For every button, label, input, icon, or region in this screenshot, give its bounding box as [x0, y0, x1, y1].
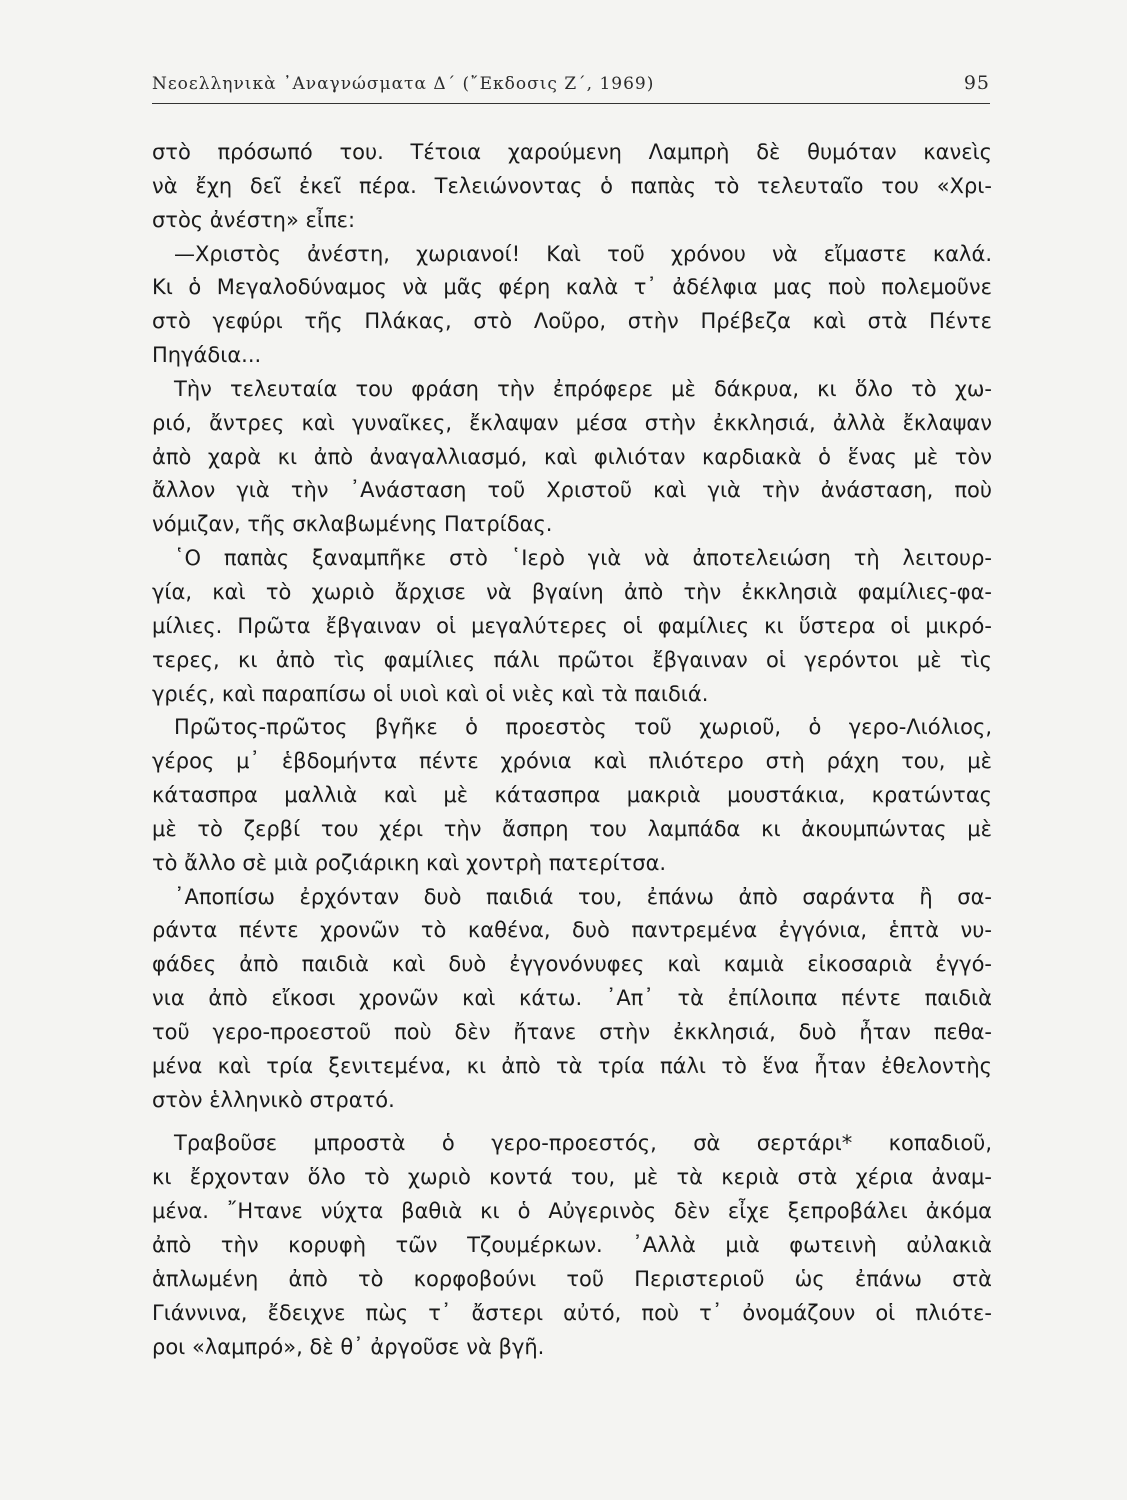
page-number: 95 [963, 72, 990, 94]
text-line: στὸς ἀνέστη» εἶπε: [152, 207, 356, 232]
paragraph-gap [152, 1117, 992, 1127]
text-line: στὸ πρόσωπό του. Τέτοια χαρούμενη Λαμπρὴ δὲ θυμόταν κανεὶς [152, 140, 992, 164]
running-title: Νεοελληνικὰ ᾿Αναγνώσματα Δ΄ (῎Εκδοσις Ζ΄, 1969) [152, 74, 655, 94]
text-line: ἀπὸ τὴν κορυφὴ τῶν Τζουμέρκων. ᾿Αλλὰ μιὰ φωτεινὴ αὐλακιὰ [152, 1233, 992, 1257]
text-line: γία, καὶ τὸ χωριὸ ἄρχισε νὰ βγαίνη ἀπὸ τὴν ἐκκλησιὰ φαμίλιες-φα- [152, 579, 992, 604]
text-line: φάδες ἀπὸ παιδιὰ καὶ δυὸ ἐγγονόνυφες καὶ καμιὰ εἰκοσαριὰ ἐγγό- [152, 952, 992, 977]
text-line: ἁπλωμένη ἀπὸ τὸ κορφοβούνι τοῦ Περιστεριοῦ ὡς ἐπάνω στὰ [152, 1266, 992, 1291]
text-line: ροι «λαμπρό», δὲ θ᾿ ἀργοῦσε νὰ βγῆ. [152, 1334, 545, 1359]
text-line: —Χριστὸς ἀνέστη, χωριανοί! Καὶ τοῦ χρόνου νὰ εἴμαστε καλά. [174, 241, 992, 266]
text-line: τὸ ἄλλο σὲ μιὰ ροζιάρικη καὶ χοντρὴ πατερίτσα. [152, 850, 667, 875]
text-line: Πρῶτος-πρῶτος βγῆκε ὁ προεστὸς τοῦ χωριοῦ, ὁ γερο-Λιόλιος, [174, 715, 992, 740]
text-line: νόμιζαν, τῆς σκλαβωμένης Πατρίδας. [152, 512, 553, 537]
text-line: μίλιες. Πρῶτα ἔβγαιναν οἱ μεγαλύτερες οἱ φαμίλιες κι ὕστερα οἱ μικρό- [152, 613, 992, 638]
text-line: στὸ γεφύρι τῆς Πλάκας, στὸ Λοῦρο, στὴν Πρέβεζα καὶ στὰ Πέντε [152, 309, 992, 334]
text-line: ράντα πέντε χρονῶν τὸ καθένα, δυὸ παντρεμένα ἐγγόνια, ἑπτὰ νυ- [152, 918, 992, 943]
text-line: μένα καὶ τρία ξενιτεμένα, κι ἀπὸ τὰ τρία πάλι τὸ ἕνα ἦταν ἐθελοντὴς [152, 1053, 992, 1078]
text-line: νια ἀπὸ εἴκοσι χρονῶν καὶ κάτω. ᾿Απ᾿ τὰ ἐπίλοιπα πέντε παιδιὰ [152, 986, 992, 1011]
text-line: γέρος μ᾿ ἑβδομήντα πέντε χρόνια καὶ πλιότερο στὴ ράχη του, μὲ [152, 749, 992, 774]
text-line: Κι ὁ Μεγαλοδύναμος νὰ μᾶς φέρη καλὰ τ᾿ ἀδέλφια μας ποὺ πολεμοῦνε [152, 275, 992, 300]
text-line: ᾿Αποπίσω ἐρχόνταν δυὸ παιδιά του, ἐπάνω ἀπὸ σαράντα ἢ σα- [174, 884, 992, 909]
text-line: ριό, ἄντρες καὶ γυναῖκες, ἔκλαψαν μέσα στὴν ἐκκλησιά, ἀλλὰ ἔκλαψαν [152, 410, 992, 435]
text-line: ἀπὸ χαρὰ κι ἀπὸ ἀναγαλλιασμό, καὶ φιλιόταν καρδιακὰ ὁ ἕνας μὲ τὸν [152, 444, 992, 469]
text-line: κι ἔρχονταν ὅλο τὸ χωριὸ κοντά του, μὲ τὰ κεριὰ στὰ χέρια ἀναμ- [152, 1165, 992, 1190]
text-line: κάτασπρα μαλλιὰ καὶ μὲ κάτασπρα μακριὰ μουστάκια, κρατώντας [152, 783, 992, 808]
text-line: ἄλλον γιὰ τὴν ᾿Ανάσταση τοῦ Χριστοῦ καὶ γιὰ τὴν ἀνάσταση, ποὺ [152, 478, 992, 503]
body-text [152, 136, 992, 1364]
text-line: γριές, καὶ παραπίσω οἱ υιοὶ καὶ οἱ νιὲς καὶ τὰ παιδιά. [152, 681, 709, 706]
text-line: τερες, κι ἀπὸ τὶς φαμίλιες πάλι πρῶτοι ἔβγαιναν οἱ γερόντοι μὲ τὶς [152, 647, 992, 672]
text-line: Τὴν τελευταία του φράση τὴν ἐπρόφερε μὲ δάκρυα, κι ὅλο τὸ χω- [174, 376, 992, 401]
text-line: στὸν ἑλληνικὸ στρατό. [152, 1087, 395, 1112]
text-line: Πηγάδια... [152, 343, 262, 368]
text-line: Γιάννινα, ἔδειχνε πὼς τ᾿ ἄστερι αὐτό, ποὺ τ᾿ ὀνομάζουν οἱ πλιότε- [152, 1300, 992, 1325]
text-line: ῾Ο παπὰς ξαναμπῆκε στὸ ῾Ιερὸ γιὰ νὰ ἀποτελειώση τὴ λειτουρ- [174, 546, 992, 571]
text-line: Τραβοῦσε μπροστὰ ὁ γερο-προεστός, σὰ σερτάρι* κοπαδιοῦ, [174, 1131, 992, 1156]
header-rule [152, 103, 990, 104]
text-line: μένα. ῎Ητανε νύχτα βαθιὰ κι ὁ Αὐγερινὸς δὲν εἶχε ξεπροβάλει ἀκόμα [152, 1199, 992, 1224]
text-line: νὰ ἔχη δεῖ ἐκεῖ πέρα. Τελειώνοντας ὁ παπὰς τὸ τελευταῖο του «Χρι- [152, 173, 992, 198]
running-header [152, 70, 990, 100]
text-line: μὲ τὸ ζερβί του χέρι τὴν ἄσπρη του λαμπάδα κι ἀκουμπώντας μὲ [152, 816, 992, 841]
text-line: τοῦ γερο-προεστοῦ ποὺ δὲν ἤτανε στὴν ἐκκλησιά, δυὸ ἦταν πεθα- [152, 1019, 992, 1044]
